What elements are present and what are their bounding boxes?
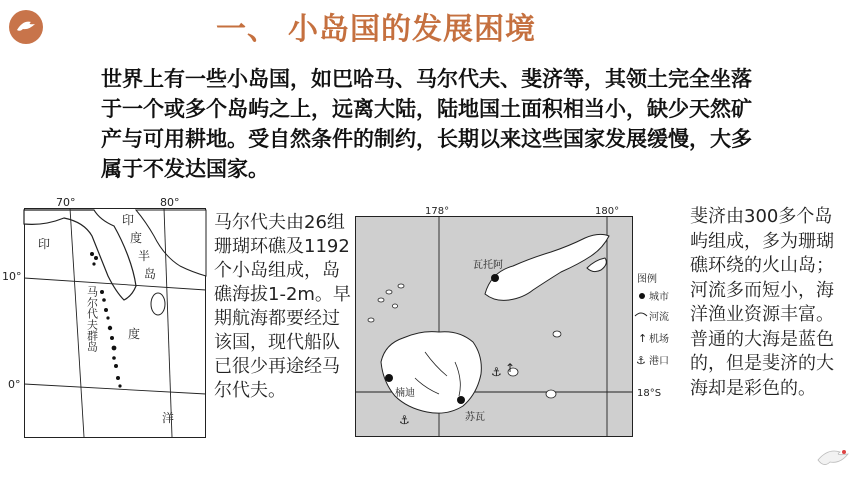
peninsula-char-1: 印 <box>122 213 135 227</box>
maldives-group-label: 马尔代夫群岛 <box>85 286 99 352</box>
ocean-char-2: 洋 <box>162 411 175 425</box>
legend-title: 图例 <box>637 274 657 285</box>
peninsula-char-3: 半 <box>138 249 151 263</box>
fiji-map <box>355 202 685 448</box>
legend-river: 河流 <box>649 312 669 323</box>
city-dot-vatoa <box>491 274 499 282</box>
city-label-suva: 苏瓦 <box>465 412 485 423</box>
peninsula-char-2: 度 <box>130 231 143 245</box>
lon-label-178: 178° <box>425 206 450 217</box>
legend-airport: 机场 <box>649 334 669 345</box>
city-label-nadi: 楠迪 <box>395 388 415 399</box>
river-icon <box>635 313 647 316</box>
city-label-vatoa: 瓦托阿 <box>473 260 503 271</box>
city-dot-suva <box>457 396 465 404</box>
maldives-description: 马尔代夫由26组珊瑚环礁及1192个小岛组成，岛礁海拔1-2m。早期航海都要经过该国，现代船队已很少再途经马尔代夫。 <box>214 212 351 401</box>
title-prefix: 一、 <box>216 12 278 47</box>
page-title <box>216 4 536 48</box>
city-dot-icon <box>639 293 645 299</box>
port-icon-map: ⚓ <box>399 413 410 427</box>
legend-city: 城市 <box>649 292 669 303</box>
lat-label-10: 10° <box>2 270 22 283</box>
city-dot-nadi <box>385 374 393 382</box>
airport-icon-map: ↑ <box>505 361 516 375</box>
port-icon-map-2: ⚓ <box>491 365 502 379</box>
logo-icon <box>9 10 43 44</box>
airport-icon: ↑ <box>638 332 648 345</box>
lat-label-18s: 18°S <box>637 388 662 399</box>
lat-label-0: 0° <box>8 378 21 391</box>
sri-lanka <box>151 293 165 315</box>
india-label: 印 <box>38 237 51 251</box>
title-text: 小岛国的发展困境 <box>288 12 536 47</box>
crane-decoration-icon <box>814 440 856 478</box>
lon-label-180: 180° <box>595 206 620 217</box>
lon-label-70: 70° <box>56 196 76 209</box>
fiji-description: 斐济由300多个岛屿组成，多为珊瑚礁环绕的火山岛；河流多而短小，海洋渔业资源丰富。普通的大海是蓝色的，但是斐济的大海却是彩色的。 <box>690 206 834 399</box>
peninsula-char-4: 岛 <box>144 267 157 281</box>
maldives-map <box>2 196 206 438</box>
intro-paragraph: 世界上有一些小岛国，如巴哈马、马尔代夫、斐济等，其领土完全坐落于一个或多个岛屿之上，远离大陆，陆地国土面积相当小，缺少天然矿产与可用耕地。受自然条件的制约，长期以来这些国家发展缓慢，大多属于不发达国家。 <box>101 67 752 181</box>
port-icon: ⚓ <box>636 354 646 367</box>
legend-port: 港口 <box>649 356 669 367</box>
ocean-char-1: 度 <box>128 327 141 341</box>
lon-label-80: 80° <box>160 196 180 209</box>
